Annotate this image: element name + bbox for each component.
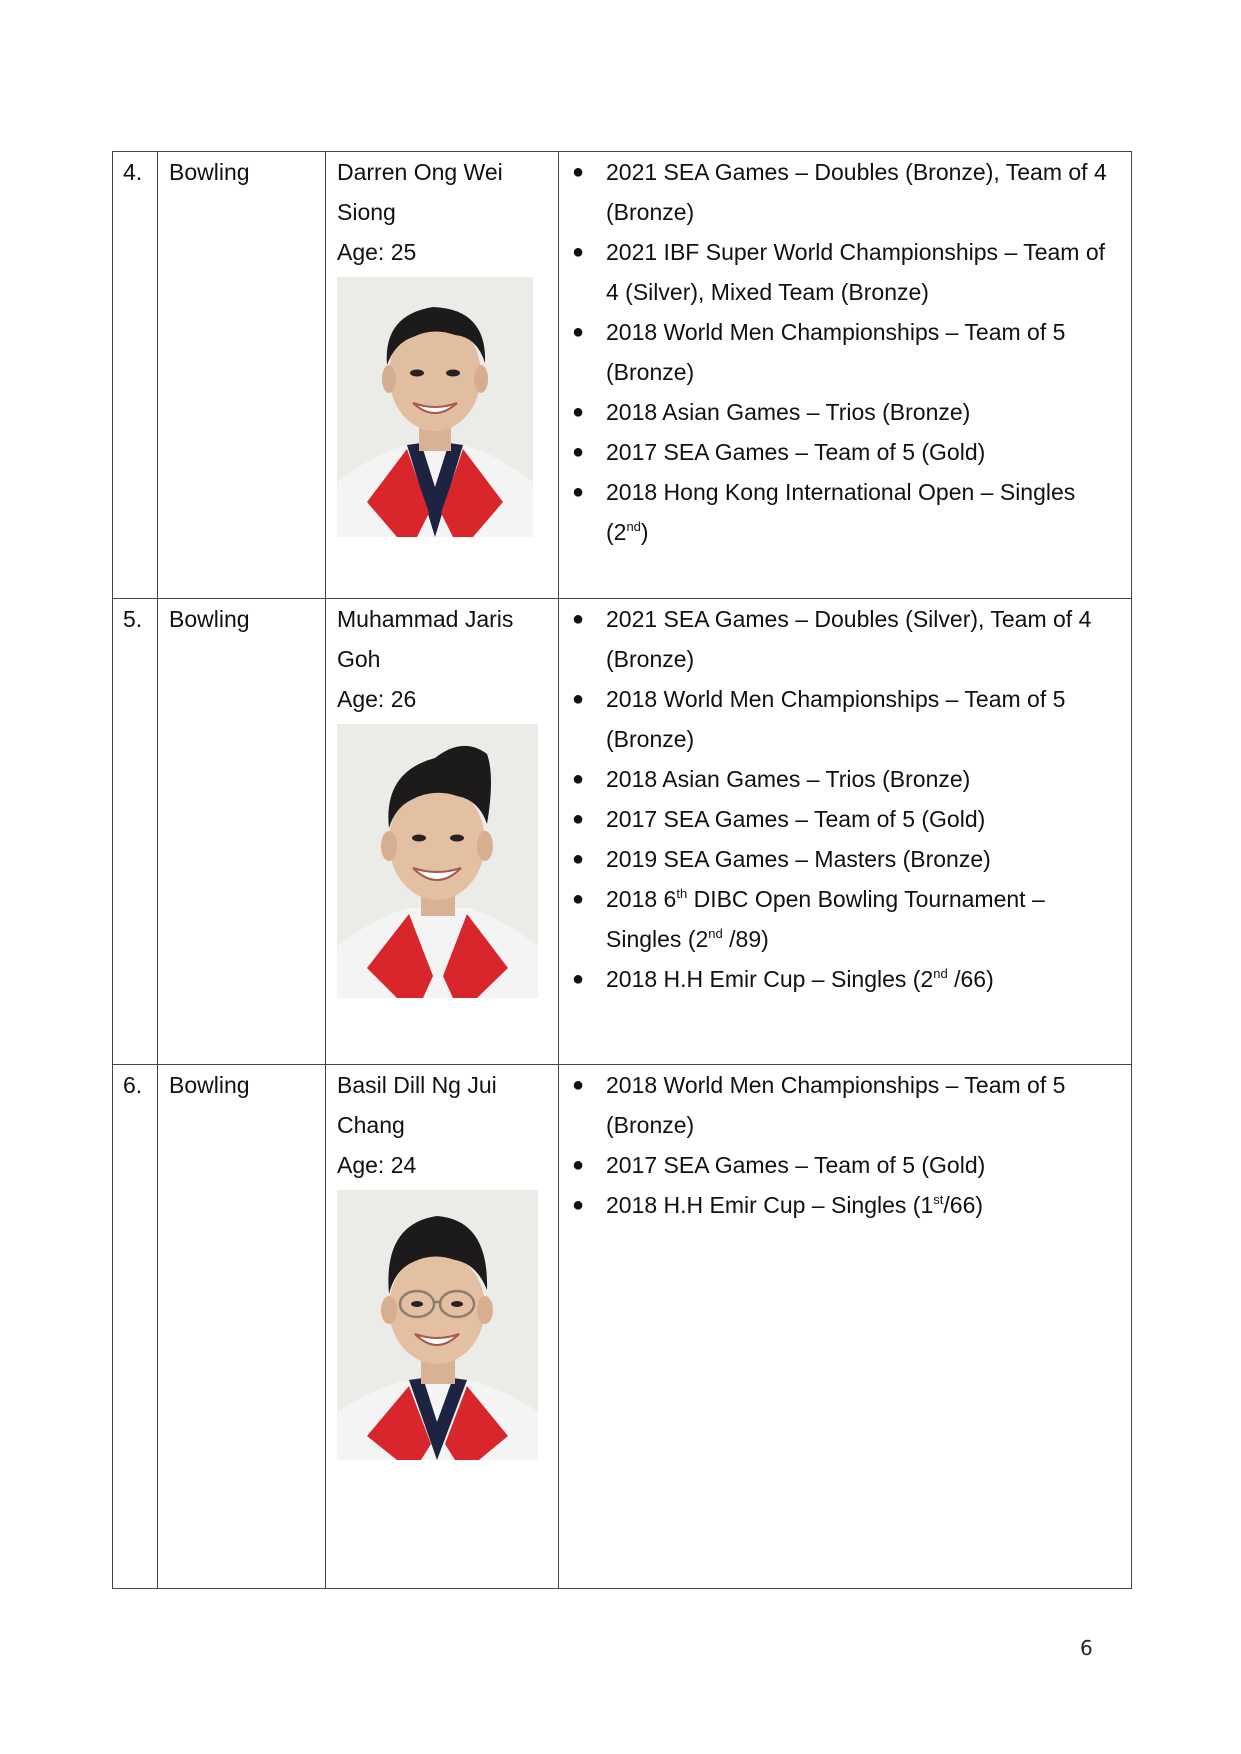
sport-name: Bowling xyxy=(169,606,250,632)
athlete-age: Age: 24 xyxy=(337,1152,417,1178)
table-row xyxy=(113,1065,1132,1589)
athlete-photo xyxy=(337,277,533,537)
sport-name: Bowling xyxy=(169,1072,250,1098)
achievement-item: ● 2018 Asian Games – Trios (Bronze) xyxy=(559,759,1121,799)
sport-name: Bowling xyxy=(169,159,250,185)
athlete-photo xyxy=(337,724,538,998)
athletes-table xyxy=(112,151,1132,1589)
bullet-icon: ● xyxy=(572,848,585,870)
achievement-item: ● 2018 6th DIBC Open Bowling Tournament – Singles (2nd /89) xyxy=(559,879,1121,959)
bullet-icon: ● xyxy=(572,321,585,343)
bullet-icon: ● xyxy=(572,808,585,830)
achievement-item: ● 2017 SEA Games – Team of 5 (Gold) xyxy=(559,799,1121,839)
achievements-cell xyxy=(559,152,1132,599)
bullet-icon: ● xyxy=(572,441,585,463)
athlete-cell xyxy=(326,599,559,1065)
bullet-icon: ● xyxy=(572,481,585,503)
row-number-cell xyxy=(113,599,158,1065)
table-row xyxy=(113,599,1132,1065)
achievement-item: ● 2018 H.H Emir Cup – Singles (1st/66) xyxy=(559,1185,1121,1225)
bullet-icon: ● xyxy=(572,968,585,990)
athlete-age: Age: 26 xyxy=(337,686,417,712)
row-number: 5. xyxy=(123,606,143,632)
achievements-cell xyxy=(559,599,1132,1065)
athlete-cell xyxy=(326,152,559,599)
row-number: 4. xyxy=(123,159,143,185)
achievements-list xyxy=(559,152,1131,552)
achievement-item: ● 2018 Hong Kong International Open – Singles (2nd) xyxy=(559,472,1121,552)
row-number: 6. xyxy=(123,1072,143,1098)
athlete-age: Age: 25 xyxy=(337,239,417,265)
sport-cell xyxy=(158,599,326,1065)
achievement-item: ● 2019 SEA Games – Masters (Bronze) xyxy=(559,839,1121,879)
achievements-cell xyxy=(559,1065,1132,1589)
achievement-item: ● 2018 World Men Championships – Team of 5 (Bronze) xyxy=(559,679,1121,759)
page-number: 6 xyxy=(1080,1636,1093,1660)
athlete-name-line-2: Chang xyxy=(337,1112,405,1138)
bullet-icon: ● xyxy=(572,241,585,263)
achievement-item: ● 2021 IBF Super World Championships – Team of 4 (Silver), Mixed Team (Bronze) xyxy=(559,232,1121,312)
bullet-icon: ● xyxy=(572,1074,585,1096)
achievements-list xyxy=(559,1065,1131,1225)
athlete-name-line-2: Goh xyxy=(337,646,381,672)
achievement-item: ● 2021 SEA Games – Doubles (Silver), Team of 4 (Bronze) xyxy=(559,599,1121,679)
athlete-name-line-2: Siong xyxy=(337,199,396,225)
achievement-item: ● 2017 SEA Games – Team of 5 (Gold) xyxy=(559,1145,1121,1185)
athlete-cell xyxy=(326,1065,559,1589)
bullet-icon: ● xyxy=(572,688,585,710)
achievement-item: ● 2018 Asian Games – Trios (Bronze) xyxy=(559,392,1121,432)
bullet-icon: ● xyxy=(572,401,585,423)
athlete-photo xyxy=(337,1190,538,1460)
bullet-icon: ● xyxy=(572,1154,585,1176)
athlete-name-line-1: Darren Ong Wei xyxy=(337,159,503,185)
achievement-item: ● 2018 World Men Championships – Team of 5 (Bronze) xyxy=(559,1065,1121,1145)
athlete-name-line-1: Muhammad Jaris xyxy=(337,606,514,632)
bullet-icon: ● xyxy=(572,1194,585,1216)
bullet-icon: ● xyxy=(572,888,585,910)
row-number-cell xyxy=(113,152,158,599)
table-row xyxy=(113,152,1132,599)
bullet-icon: ● xyxy=(572,608,585,630)
row-number-cell xyxy=(113,1065,158,1589)
achievements-list xyxy=(559,599,1131,999)
achievement-item: ● 2017 SEA Games – Team of 5 (Gold) xyxy=(559,432,1121,472)
sport-cell xyxy=(158,152,326,599)
bullet-icon: ● xyxy=(572,161,585,183)
athlete-name-line-1: Basil Dill Ng Jui xyxy=(337,1072,497,1098)
achievement-item: ● 2021 SEA Games – Doubles (Bronze), Team of 4 (Bronze) xyxy=(559,152,1121,232)
bullet-icon: ● xyxy=(572,768,585,790)
sport-cell xyxy=(158,1065,326,1589)
achievement-item: ● 2018 H.H Emir Cup – Singles (2nd /66) xyxy=(559,959,1121,999)
achievement-item: ● 2018 World Men Championships – Team of 5 (Bronze) xyxy=(559,312,1121,392)
